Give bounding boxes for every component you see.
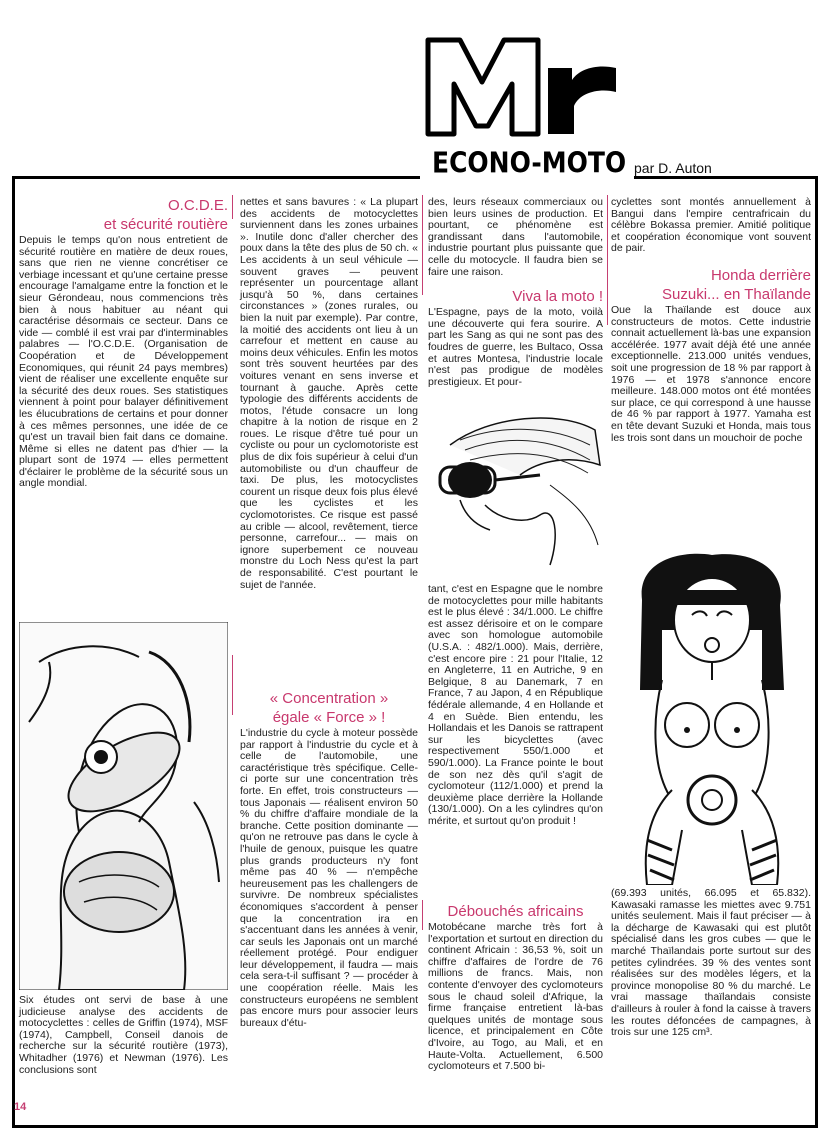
article-debouches-body: Motobécane marche très fort à l'exportation et surtout en direction du continent Africain : 36,53 %, soit un chiffre d'affaires de l'ordre de 76 millions de francs. Mais, non contente d'envoyer des cyclomoteurs sous le chaud soleil d'Afrique, la firme française entretient là-bas quelques unités de montage sous licence, et principalement en Côte d'Ivoire, au Togo, au Mali, et en Haute-Volta. Actuellement, 6.500 cyclomoteurs et 7.500 bi- bbox=[428, 921, 603, 1073]
article-ocde-body: Depuis le temps qu'on nous entretient de sécurité routière en matière de deux roues, sans que rien ne vienne concrétiser ce verbiage incessant et qu'une certaine presse encourage l'amalgame entre la fonction et le sieur Gérondeau, nous commencions très bien à nous habituer au néant qui caractérise désormais ce secteur. Dans ce vide — comblé il est vrai par d'interminables palabres — l'O.C.D.E. (Organisation de Coopération et de Développement Economiques, qui réunit 24 pays membres) vient de réaliser une excellente enquête sur la sécurité des deux roues. Ses statistiques viennent à point pour balayer définitivement les élucubrations de certains et pour donner à ces mêmes personnes, une idée de ce qu'est un travail bien fait dans ce domaine. Même si elles ne datent pas d'hier — la plupart sont de 1974 — elles permettent d'éclairer le problème de la sécurité sous un angle mondial. bbox=[19, 234, 228, 490]
column-separator bbox=[232, 655, 233, 715]
article-honda-body-2: (69.393 unités, 66.095 et 65.832). Kawasaki ramasse les miettes avec 9.751 unités seulement. Mais il faut préciser — à la décharge de Kawasaki qui est plutôt spécialisé dans les gros cubes — que le marché Thaïlandais porte surtout sur des petites cylindrées. 39 % des ventes sont réalisées sur des modèles légers, et la province monopolise 80 % du marché. Le vrai massage thaïlandais consiste d'ailleurs à rouler à fond la caisse à travers les routes défoncées de campagnes, à trois sur une 125 cm³. bbox=[611, 887, 811, 1039]
heading-ocde: O.C.D.E. bbox=[167, 197, 228, 214]
rider-goggles-illustration bbox=[430, 405, 602, 570]
column-separator bbox=[607, 195, 608, 325]
heading-concentration: « Concentration » bbox=[269, 690, 389, 707]
column-4-bottom bbox=[611, 888, 811, 1039]
column-2 bbox=[240, 197, 418, 591]
column-3-bottom bbox=[428, 903, 603, 1073]
article-concentration-body: L'industrie du cycle à moteur possède par rapport à l'industrie du cycle et à celle de l'automobile, une caractéristique très spécifique. Celle-ci porte sur une concentration très forte. En effet, trois constructeurs — tous Japonais — réalisent environ 50 % du chiffre d'affaire mondiale de la branche. Cette position dominante — qu'on ne retrouve pas dans le cycle à l'huile de genoux, puisque les quatre plus grands producteurs n'y font même pas 40 % — n'empêche heureusement pas les challengers de survivre. De nombreux spécialistes économiques s'accordent à penser que la concentration ira en s'accentuant dans les années à venir, car seuls les Japonais ont un marché réellement protégé. Pour endiguer leur développement, il faudra — mais cela sera-t-il suffisant ? — procéder à une coopération réelle. Mais les constructeurs européens ne semblent pas encore murs pour associer leurs bureaux d'étu- bbox=[240, 727, 418, 1029]
column-4 bbox=[611, 197, 811, 444]
heading-debouches: Débouchés africains bbox=[447, 903, 584, 920]
frame-bottom bbox=[12, 1125, 818, 1128]
motorcyclist-hand-illustration bbox=[19, 622, 228, 990]
heading-suzuki: Suzuki... en Thaïlande bbox=[662, 285, 811, 303]
heading-securite: et sécurité routière bbox=[103, 216, 228, 233]
frame-top-left bbox=[12, 176, 420, 179]
frame-top-right bbox=[634, 176, 818, 179]
column-2-bottom bbox=[240, 690, 418, 1029]
heading-force: égale « Force » ! bbox=[272, 709, 386, 726]
section-title: ECONO-MOTO bbox=[432, 146, 627, 180]
article-ocde-body-2: Six études ont servi de base à une judicieuse analyse des accidents de motocyclettes : celles de Griffin (1974), MSF (1974), Campbell, Conseil danois de recherche sur la sécurité routière (1973), Whitadher (1976) et Newman (1976). Les conclusions sont bbox=[19, 994, 228, 1076]
article-honda-body: Oue la Thaïlande est douce aux constructeurs de motos. Cette industrie connait actuellement là-bas une expansion accélérée. 1977 avait déjà été une année exceptionnelle. 213.000 unités vendues, soit une progression de 18 % par rapport à 1976 — et 1978 s'annonce encore meilleure. 148.000 motos ont été montées sur place, ce qui correspond à une hausse de 46 % par rapport à 1977. Yamaha est en tête devant Suzuki et Honda, mais tous les trois sont dans un mouchoir de poche bbox=[611, 303, 811, 444]
column-separator bbox=[422, 195, 423, 295]
frame-right bbox=[815, 176, 818, 1128]
mr-logo bbox=[420, 22, 640, 150]
column-separator bbox=[232, 195, 233, 219]
article-viva-body-2: tant, c'est en Espagne que le nombre de motocyclettes pour mille habitants est le plus élevé : 34/1.000. Le chiffre est assez dérisoire et on le compare avec son homologue automobile (U.S.A. : 482/1.000). Mais, derrière, c'est encore pire : 21 pour l'Italie, 12 en Angleterre, 11 en Autriche, 9 en Belgique, 8 au Danemark, 7 en France, 7 au Japon, 4 en République fédérale allemande, 4 en Hollande et 4 en Suède. Bien entendu, les Hollandais et les Danois se rattrapent sur les bicyclettes (avec respectivement 550/1.000 et 590/1.000). La France pointe le bout de son nez dès qu'il s'agit de cyclomoteur (112/1.000) et prend la deuxième place derrière la Hollande (130/1.000). On a les cylindres qu'on mérite, et surtout qu'on produit ! bbox=[428, 583, 603, 827]
byline: par D. Auton bbox=[634, 160, 712, 176]
article-viva-body: L'Espagne, pays de la moto, voilà une découverte qui fera sourire. A part les Sang as qui ne sont pas des foudres de guerre, les Bultaco, Ossa et autres Montesa, l'industrie locale n'est pas prodigue de modèles prestigieux. Et pour- bbox=[428, 306, 603, 388]
column-separator bbox=[422, 900, 423, 930]
column-3-middle bbox=[428, 584, 603, 827]
heading-honda: Honda derrière bbox=[710, 266, 811, 284]
woman-figure-illustration bbox=[612, 550, 812, 885]
heading-viva: Viva la moto ! bbox=[512, 288, 603, 306]
article-col3-top: des, leurs réseaux commerciaux ou bien leurs usines de production. Et pourtant, ce phénomène est grandissant dans l'automobile, industrie pourtant plus puissante que celle du motocycle. Il faudra bien se faire une raison. bbox=[428, 196, 603, 278]
column-1-bottom bbox=[19, 995, 228, 1076]
article-ocde-continued: nettes et sans bavures : « La plupart des accidents de motocyclettes surviennent dans les zones urbaines ». Inutile donc d'aller chercher des poux dans la tête des plus de 50 ch. « Les accidents à un seul véhicule — souvent graves — peuvent représenter un pourcentage allant jusqu'à 50 %, dans certaines circonstances » (zones rurales, ou bien la nuit par exemple). Par contre, la moitié des accidents ont lieu à un carrefour et mettent en cause au moins deux véhicules. Enfin les motos sont très souvent heurtées par des voitures venant en sens inverse et tournant à gauche. Après cette typologie des différents accidents de motos, l'étude consacre un long chapitre à la notion de risque en 2 roues. Le risque d'être tué pour un cycliste ou pour un cyclomotoriste est plus de dix fois supérieur à celui d'un automobiliste ou d'un chauffeur de taxi. De plus, les motocyclistes courent un risque deux fois plus élevé que les cyclistes et les cyclomotoristes. Ce risque est passé au crible — alcool, revêtement, tierce personne, carrefour... — mais on ignore superbement ce nouveau monstre du Loch Ness qu'est la part de responsabilité. C'est pourtant le sujet de l'année. bbox=[240, 196, 419, 591]
column-3 bbox=[428, 197, 603, 388]
column-1 bbox=[19, 197, 228, 490]
frame-left bbox=[12, 176, 15, 1128]
article-col4-top: cyclettes sont montés annuellement à Bangui dans l'empire centrafricain du célèbre Bokassa premier. Amitié politique et coopération économique vont souvent de pair. bbox=[611, 196, 811, 255]
page-number: 14 bbox=[14, 1101, 27, 1113]
